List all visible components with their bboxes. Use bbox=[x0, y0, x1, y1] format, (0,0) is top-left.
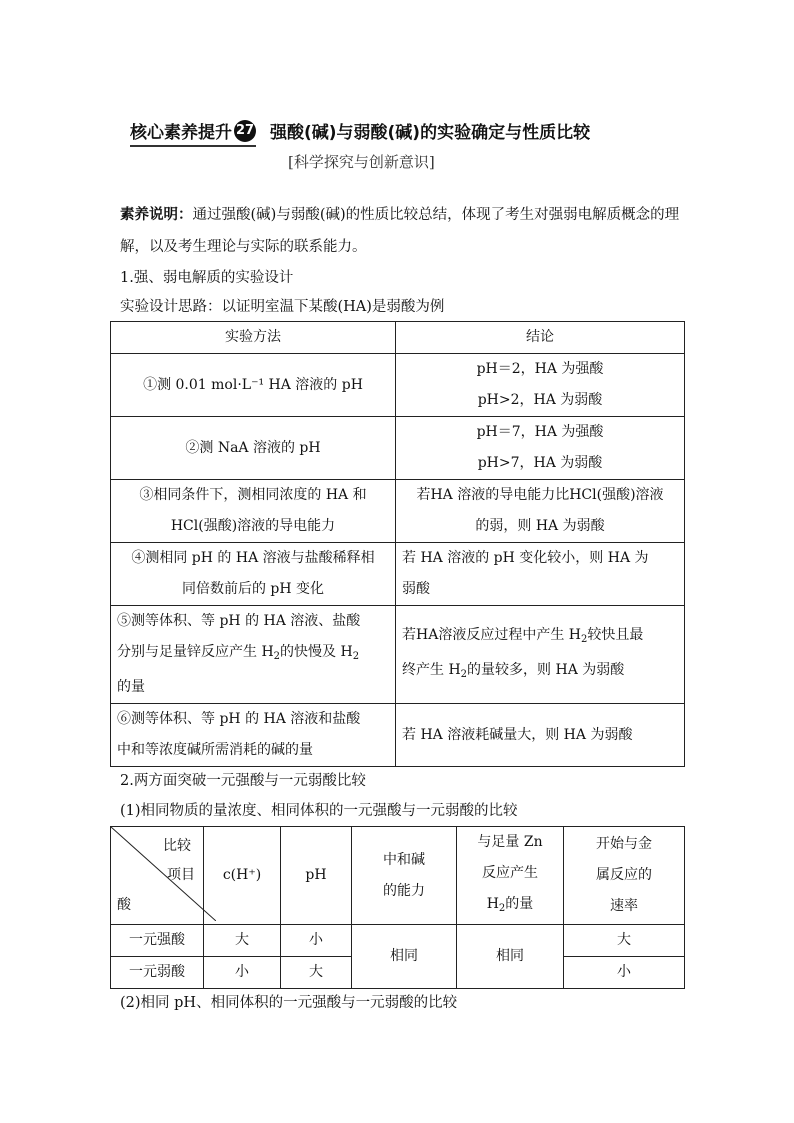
header-line: 反应产生 bbox=[482, 865, 538, 881]
corner-mid-label: 项目 bbox=[167, 867, 195, 883]
header-line bbox=[463, 889, 557, 924]
table-header-method: 实验方法 bbox=[111, 322, 396, 354]
title-left bbox=[130, 118, 256, 147]
page-subtitle: [科学探究与创新意识] bbox=[288, 153, 435, 171]
table-row bbox=[111, 417, 685, 480]
subscript: 2 bbox=[498, 903, 506, 914]
method-line: 的量 bbox=[117, 679, 145, 695]
method-cell: ①测 0.01 mol·L⁻¹ HA 溶液的 pH bbox=[111, 354, 396, 417]
method-line: HCl(强酸)溶液的导电能力 bbox=[170, 518, 336, 534]
table-row bbox=[111, 543, 685, 606]
method-text: 分别与足量锌反应产生 H bbox=[117, 644, 274, 660]
conclusion-line: 若HA 溶液的导电能力比HCl(强酸)溶液 bbox=[416, 487, 664, 503]
title-left-text: 核心素养提升 bbox=[130, 123, 232, 143]
conclusion-cell bbox=[396, 417, 685, 480]
method-line: ③相同条件下，测相同浓度的 HA 和 bbox=[139, 487, 367, 503]
header-line: 中和碱 bbox=[383, 851, 425, 868]
conclusion-cell bbox=[396, 606, 685, 704]
conclusion-cell: 若 HA 溶液耗碱量大，则 HA 为弱酸 bbox=[396, 704, 685, 767]
method-cell bbox=[111, 543, 396, 606]
method-cell bbox=[111, 480, 396, 543]
section2-sub1: (1)相同物质的量浓度、相同体积的一元强酸与一元弱酸的比较 bbox=[120, 803, 518, 819]
header-line: 的能力 bbox=[383, 882, 425, 899]
ph-cell: 大 bbox=[281, 957, 352, 989]
subscript: 2 bbox=[273, 651, 281, 662]
page-header bbox=[130, 118, 690, 172]
conclusion-line: pH>2，HA 为弱酸 bbox=[477, 392, 603, 408]
table-row bbox=[111, 480, 685, 543]
corner-bottom-label: 酸 bbox=[117, 897, 131, 913]
header-line: 开始与金 bbox=[596, 836, 652, 852]
header-line: 速率 bbox=[610, 898, 638, 914]
method-line: ⑥测等体积、等 pH 的 HA 溶液和盐酸 bbox=[117, 711, 361, 727]
subscript: 2 bbox=[460, 668, 468, 680]
conclusion-line bbox=[402, 655, 678, 690]
conclusion-cell bbox=[396, 543, 685, 606]
neutral-cell: 相同 bbox=[352, 925, 457, 989]
comparison-table bbox=[110, 826, 685, 989]
table-row bbox=[111, 925, 685, 957]
header-text: 的量 bbox=[505, 896, 534, 912]
subscript: 2 bbox=[580, 633, 588, 645]
conclusion-text: 终产生 H bbox=[402, 661, 461, 678]
col-header-rate bbox=[564, 827, 685, 925]
method-line bbox=[117, 637, 389, 672]
conclusion-line: 若 HA 溶液的 pH 变化较小，则 HA 为 bbox=[402, 550, 649, 566]
section2-sub2: (2)相同 pH、相同体积的一元强酸与一元弱酸的比较 bbox=[120, 995, 458, 1011]
conclusion-text: 若HA溶液反应过程中产生 H bbox=[402, 626, 581, 643]
acid-cell: 一元强酸 bbox=[111, 925, 204, 957]
acid-cell: 一元弱酸 bbox=[111, 957, 204, 989]
col-header-zn bbox=[457, 827, 564, 925]
conclusion-cell bbox=[396, 354, 685, 417]
table-row bbox=[111, 606, 685, 704]
col-header-ph: pH bbox=[281, 827, 352, 925]
conclusion-line: 弱酸 bbox=[402, 581, 430, 597]
table-header-conclusion: 结论 bbox=[396, 322, 685, 354]
conclusion-line: 的弱，则 HA 为弱酸 bbox=[475, 518, 605, 534]
experiment-table bbox=[110, 321, 685, 767]
method-line: ⑤测等体积、等 pH 的 HA 溶液、盐酸 bbox=[117, 613, 361, 629]
col-header-c: c(H⁺) bbox=[204, 827, 281, 925]
header-line: 与足量 Zn bbox=[477, 834, 543, 850]
c-cell: 小 bbox=[204, 957, 281, 989]
method-text: 的快慢及 H bbox=[280, 644, 353, 660]
conclusion-cell bbox=[396, 480, 685, 543]
method-cell bbox=[111, 704, 396, 767]
table-row bbox=[111, 354, 685, 417]
method-line: 中和等浓度碱所需消耗的碱的量 bbox=[117, 742, 313, 758]
rate-cell: 小 bbox=[564, 957, 685, 989]
c-cell: 大 bbox=[204, 925, 281, 957]
conclusion-text: 较快且最 bbox=[587, 626, 644, 643]
header-text: H bbox=[486, 896, 499, 912]
intro-paragraph bbox=[120, 199, 680, 263]
subscript: 2 bbox=[352, 651, 360, 662]
conclusion-line: pH＝7，HA 为强酸 bbox=[476, 424, 604, 440]
method-cell: ②测 NaA 溶液的 pH bbox=[111, 417, 396, 480]
section1-lead: 实验设计思路：以证明室温下某酸(HA)是弱酸为例 bbox=[120, 299, 445, 315]
conclusion-line bbox=[402, 620, 678, 655]
conclusion-text: 的量较多，则 HA 为弱酸 bbox=[467, 661, 625, 678]
ph-cell: 小 bbox=[281, 925, 352, 957]
page-title: 强酸(碱)与弱酸(碱)的实验确定与性质比较 bbox=[270, 123, 591, 143]
conclusion-line: pH＝2，HA 为强酸 bbox=[476, 361, 604, 377]
section1-heading: 1.强、弱电解质的实验设计 bbox=[120, 270, 294, 286]
corner-top-label: 比较 bbox=[163, 838, 191, 854]
header-line: 属反应的 bbox=[596, 867, 652, 883]
title-number-badge: 27 bbox=[234, 120, 256, 142]
method-line: ④测相同 pH 的 HA 溶液与盐酸稀释相 bbox=[131, 550, 375, 566]
conclusion-line: pH>7，HA 为弱酸 bbox=[477, 455, 603, 471]
col-header-neutral bbox=[352, 827, 457, 925]
corner-header-cell bbox=[111, 827, 204, 925]
intro-text: 通过强酸(碱)与弱酸(碱)的性质比较总结，体现了考生对强弱电解质概念的理解，以及考生理论与实际的联系能力。 bbox=[120, 207, 680, 255]
rate-cell: 大 bbox=[564, 925, 685, 957]
method-line: 同倍数前后的 pH 变化 bbox=[181, 581, 325, 597]
method-cell bbox=[111, 606, 396, 704]
section2-heading: 2.两方面突破一元强酸与一元弱酸比较 bbox=[120, 773, 366, 789]
intro-label: 素养说明： bbox=[120, 207, 193, 223]
zn-cell: 相同 bbox=[457, 925, 564, 989]
table-row bbox=[111, 704, 685, 767]
